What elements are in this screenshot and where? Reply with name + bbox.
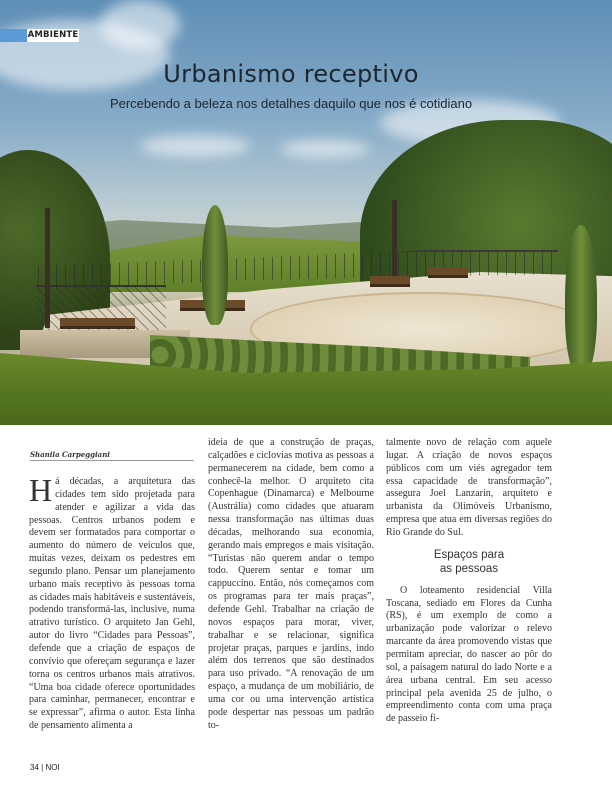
- article-column-3: [386, 437, 552, 726]
- paragraph-text: talmente novo de relação com aquele lugar. A criação de novos espaços públicos com um viés agregador tem essa capacidade de transformação”, assegura Joel Lanzarin, arquiteto e urbanista da Olimóveis Urbanismo, empresa que atua em diversas regiões do Rio Grande do Sul.: [386, 437, 552, 538]
- page-number: 34: [30, 763, 39, 772]
- article-paragraph: [29, 472, 195, 733]
- cloud: [280, 140, 370, 158]
- bench: [370, 276, 410, 287]
- cloud: [100, 0, 180, 50]
- paragraph-text: ideia de que a construção de praças, calçadões e ciclovias motiva as pessoas a permanecerem na cidade, bem como a conhecê-la melhor. O arquiteto cita Copenhague (Dinamarca) e Melbourne (Austrália) como cidades que atuaram nessa transformação nas últimas duas décadas, melhorando sua economia, gerando mais empregos e mais visitação. “Turistas não querem andar o tempo todo. Querem sentar e tomar um cappuccino. Então, nós começamos com os programas para ter mais praças”, defende Gehl. Trabalhar na criação de novos espaços para morar, viver, trabalhar e se relacionar, significa projetar praças, parques e jardins, indo além dos terrenos que são destinados para uso privado. “A renovação de um espaço, a mudança de um mobiliário, de uma cor ou uma intervenção artística pode despertar nas pessoas um padrão to-: [208, 437, 374, 731]
- section-tag: [0, 29, 80, 42]
- section-tag-label: AMBIENTE: [27, 30, 79, 40]
- paragraph-text: O loteamento residencial Villa Toscana, sediado em Flores da Cunha (RS), é um exemplo de como a urbanização pode valorizar o relevo marcante da área promovendo vistas que permitam apreciar, do nascer ao pôr do sol, a paisagem natural do lado Norte e a área urbana central. Em seu acesso principal pela avenida 25 de julho, o empreendimento conta com uma praça de passeio fi-: [386, 584, 552, 725]
- bench: [60, 318, 135, 329]
- article-title: Urbanismo receptivo: [163, 60, 419, 88]
- magazine-name: NOI: [45, 763, 60, 772]
- author-byline: Shanila Carpeggiani: [30, 450, 194, 461]
- article-column-1: [29, 472, 195, 733]
- subheading: [386, 548, 552, 576]
- footer-separator: |: [41, 763, 44, 772]
- page-footer: [30, 763, 60, 772]
- lamp-post: [45, 208, 50, 328]
- article-column-2: [208, 437, 374, 732]
- drop-cap: H: [29, 472, 53, 508]
- subheading-line-2: as pessoas: [439, 562, 499, 575]
- lamp-post: [392, 200, 397, 278]
- section-tag-bar: [0, 29, 27, 42]
- subheading-line-1: Espaços para: [433, 548, 505, 561]
- cypress-tree: [202, 205, 228, 325]
- bench: [428, 267, 468, 278]
- article-subtitle: Percebendo a beleza nos detalhes daquilo que nos é cotidiano: [109, 96, 473, 111]
- cypress-tree: [565, 225, 597, 375]
- paragraph-text: á décadas, a arquitetura das cidades tem sido projetada para atender e agilizar a vida das pessoas. Centros urbanos podem e devem ser formatados para comportar o aumento do número de veículos que, muitas vezes, deixam os pedestres em segundo plano. Pensar um planejamento urbano mais receptivo às pessoas torna as cidades mais habitáveis e sustentáveis, podendo transformá-las, inclusive, numa atrativo turístico. O arquiteto Jan Gehl, autor do livro “Cidades para Pessoas”, defende que a criação de espaços de convívio que ofereçam segurança e lazer torna os centros urbanos mais atrativos. “Uma boa cidade oferece oportunidades para caminhar, permanecer, encontrar e se expressar”, afirma o autor. Esta linha de pensamento alimenta a: [29, 476, 195, 732]
- cloud: [140, 135, 250, 157]
